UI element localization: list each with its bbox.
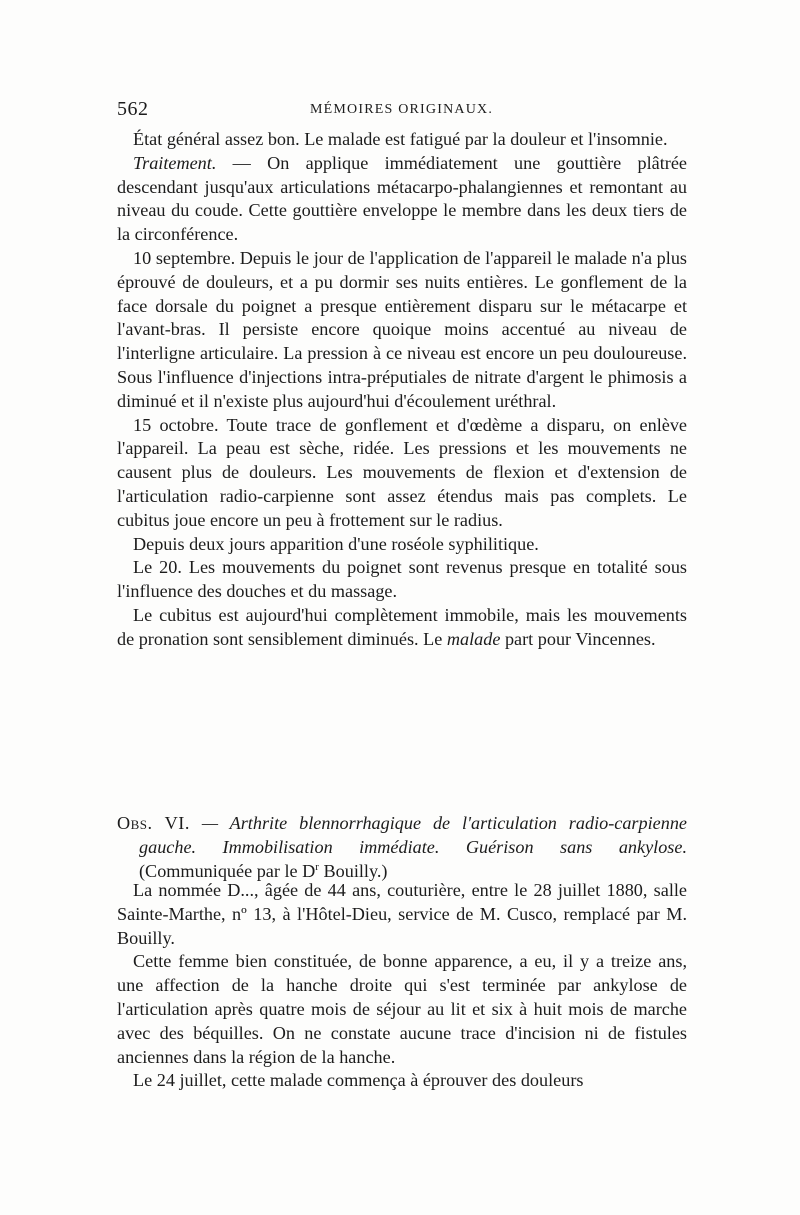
observation-title: — Arthrite blennorrhagique de l'articulation radio-carpienne gauche. Immobilisation immédiate. Guérison sans ankylose. [139,813,687,857]
body-text [117,128,687,652]
paragraph-etat-general [117,128,687,152]
paragraph-text: 15 octobre. Toute trace de gonflement et d'œdème a disparu, on enlève l'appareil. La peau est sèche, ridée. Les pressions et les mouvements ne causent plus de douleurs. Les mouvements de flexion et d'extension de l'articulation radio-carpienne sont assez étendus mais pas complets. Le cubitus joue encore un peu à frottement sur le radius. [117,414,687,530]
paragraph-tail: part pour Vincennes. [500,628,656,649]
observation-credit-prefix: (Communiquée par le D [139,860,316,881]
observation-label: Obs. VI. [117,813,190,833]
paragraph-text: Le 20. Les mouvements du poignet sont revenus presque en totalité sous l'influence des douches et du massage. [117,557,687,602]
paragraph-cubitus [117,604,687,652]
observation-credit-suffix: Bouilly.) [318,860,388,881]
paragraph-text: 10 septembre. Depuis le jour de l'application de l'appareil le malade n'a plus éprouvé de douleurs, et a pu dormir ses nuits entières. Le gonflement de la face dorsale du poignet a presque entièrement disparu sur le métacarpe et l'avant-bras. Il persiste encore quoique moins accentué au niveau de l'interligne articulaire. La pression à ce niveau est encore un peu douloureuse. Sous l'influence d'injections intra-préputiales de nitrate d'argent le phimosis a diminué et il n'existe plus aujourd'hui d'écoulement uréthral. [117,247,687,411]
paragraph-10-septembre [117,247,687,414]
observation-heading-block [117,812,687,883]
paragraph-text: État général assez bon. Le malade est fatigué par la douleur et l'insomnie. [133,129,668,149]
paragraph-traitement [117,152,687,247]
paragraph-lead: Traitement. [133,152,217,173]
observation-paragraph: La nommée D..., âgée de 44 ans, couturière, entre le 28 juillet 1880, salle Sainte-Marthe, nº 13, à l'Hôtel-Dieu, service de M. Cusco, remplacé par M. Bouilly. [117,880,687,948]
paragraph-15-octobre [117,414,687,533]
paragraph-text: Le cubitus est aujourd'hui complètement immobile, mais les mouvements de pronation sont sensiblement diminués. Le [117,604,687,649]
observation-paragraph: Le 24 juillet, cette malade commença à éprouver des douleurs [133,1070,584,1091]
page-number: 562 [117,98,149,120]
paragraph-text: — On applique immédiatement une gouttière plâtrée descendant jusqu'aux articulations métacarpo-phalangiennes et remontant au niveau du coude. Cette gouttière enveloppe le membre dans les deux tiers de la circonférence. [117,152,687,245]
observation-credit-superscript: r [315,860,319,873]
observation-heading [117,812,687,883]
paragraph-italic-word: malade [446,628,501,649]
paragraph-le-20 [117,556,687,604]
observation-paragraph: Cette femme bien constituée, de bonne apparence, a eu, il y a treize ans, une affection de la hanche droite qui s'est terminée par ankylose de l'articulation après quatre mois de séjour au lit et six à huit mois de marche avec des béquilles. On ne constate aucune trace d'incision ni de fistules anciennes dans la région de la hanche. [117,951,687,1067]
running-head [117,98,687,122]
paragraph-text: Depuis deux jours apparition d'une roséole syphilitique. [133,533,539,554]
paragraph-roseole [117,533,687,557]
observation-body [117,879,687,1093]
running-title: MÉMOIRES ORIGINAUX. [310,102,494,117]
